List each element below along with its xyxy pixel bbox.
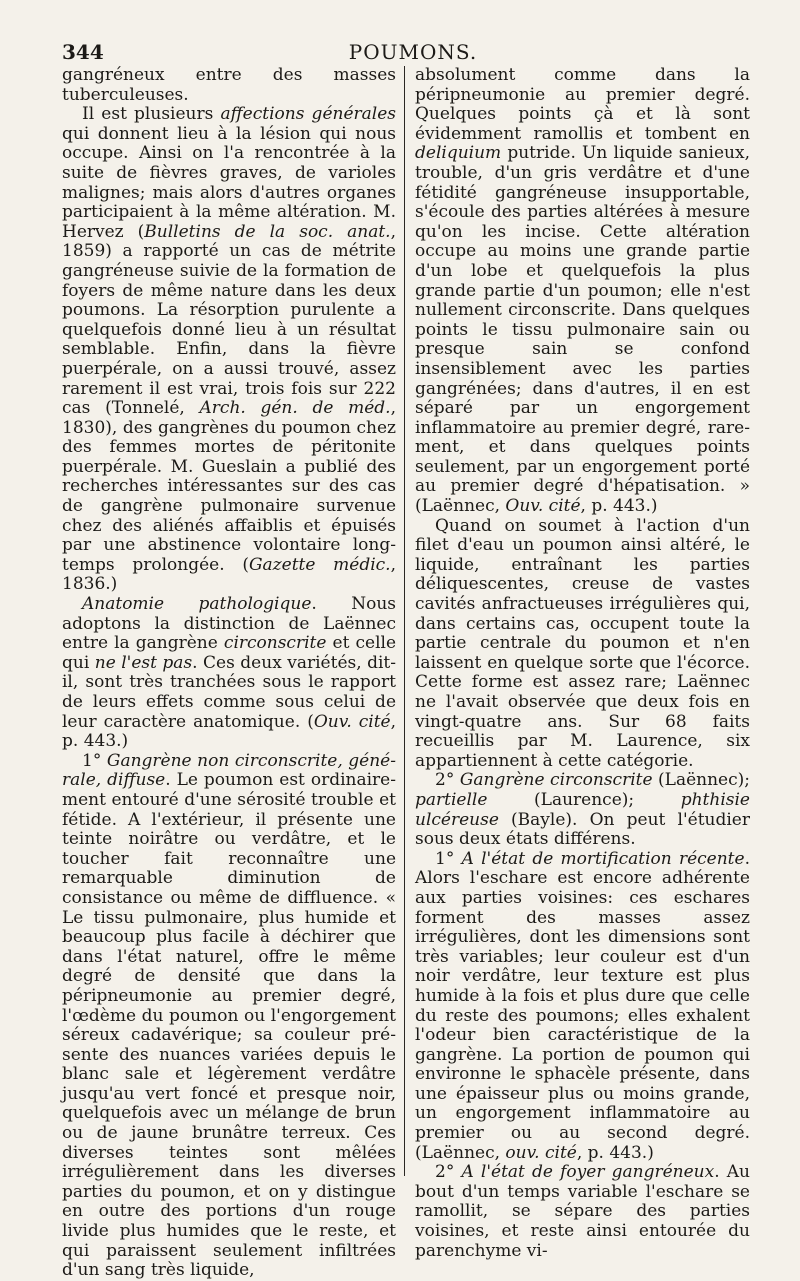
italic-text: deliquium <box>415 143 502 164</box>
text-run: 1° <box>435 848 462 869</box>
italic-text: phthisie ulcéreuse <box>415 789 750 830</box>
paragraph-r2 <box>415 517 750 772</box>
text-run: . Le poumon est ordinairement entouré d'une sérosité trouble et fétide. A l'extérieur, il présente une teinte noirâtre ou verdâtre, et le toucher fait reconnaître une remarquable diminution de consistance ou même de diffluence. « Le tissu pulmonaire, plus humide et beaucoup plus facile à déchirer que dans l'état naturel, offre le même degré de densité que dans la péripneumonie au premier degré, l'œdème du poumon ou l'engorgement séreux cadavérique; sa couleur présente des nuances variées depuis le blanc sale et légèrement verdâtre jusqu'au vert foncé et presque noir, quelquefois avec un mélange de brun ou de jaune brunâtre terreux. Ces diverses teintes sont mêlées irrégulièrement dans les diverses parties du poumon, et on y distingue en outre des portions d'un rouge livide plus humides que le reste, et qui paraissent seulement infiltrées d'un sang très liquide, <box>62 770 396 1281</box>
paragraph-r4 <box>415 850 750 1164</box>
italic-text: A l'état de mortification récente <box>461 848 745 869</box>
italic-text: Ouv. cité <box>505 496 581 517</box>
text-run: , 1859) a rapporté un cas de métrite gangréneuse suivie de la formation de foyers de même nature dans les deux poumons. La résorption purulente a quelquefois donné lieu à un résultat semblable. Enfin, dans la fièvre puerpérale, on a aussi trouvé, assez rarement il est vrai, trois fois sur 222 cas (Tonnelé, <box>62 221 396 419</box>
left-column <box>62 66 396 1281</box>
text-run: (Bayle). On peut l'étudier sous deux états différens. <box>415 809 750 850</box>
italic-text: ne l'est pas <box>94 652 193 673</box>
italic-text: Bulletins de la soc. anat. <box>144 221 391 242</box>
text-run: qui donnent lieu à la lésion qui nous occupe. Ainsi on l'a rencontrée à la suite de fièvres graves, de varioles malignes; mais alors d'autres organes participaient à la même altération. M. Hervez ( <box>62 123 396 242</box>
text-run: . Alors l'eschare est encore adhérente aux parties voisines: ces eschares forment des masses assez irrégulières, dont les dimensions sont très variables; leur couleur est d'un noir verdâtre, leur texture est plus humide à la fois et plus dure que celle du reste des poumons; elles exhalent l'odeur bien caractéristique de la gangrène. La portion de poumon qui environne le sphacèle présente, dans une épaisseur plus ou moins grande, un engorgement inflammatoire au premier ou au second degré. (Laënnec, <box>415 848 750 1163</box>
italic-text: Anatomie pathologique <box>82 594 312 615</box>
italic-text: Arch. gén. de méd. <box>199 398 391 419</box>
text-run: , 1830), des gangrènes du poumon chez des femmes mortes de péritonite puerpérale. M. Gueslain a publié des recherches intéressantes sur des cas de gangrène pulmonaire survenue chez des aliénés affaiblis et épuisés par une abstinence volontaire long-temps prolongée. ( <box>62 398 396 575</box>
text-run: gangréneux entre des masses tuberculeuses. <box>62 65 396 105</box>
text-run: , p. 443.) <box>62 711 396 752</box>
text-run: Il est plusieurs <box>82 104 221 125</box>
text-run: 1° <box>82 750 107 771</box>
italic-text: circonscrite <box>223 633 327 654</box>
text-run: Quand on soumet à l'action d'un filet d'eau un poumon ainsi altéré, le liquide, entraînant les parties déliquescentes, creuse de vastes cavités anfractueuses irrégulières qui, dans certains cas, occupent toute la partie centrale du poumon et n'en laissent en quelque sorte que l'écorce. Cette forme est assez rare; Laënnec ne l'avait observée que deux fois en vingt-quatre ans. Sur 68 faits recueillis par M. Laurence, six appartiennent à cette catégorie. <box>415 515 750 771</box>
paragraph-p1 <box>62 66 396 105</box>
paragraph-r5 <box>415 1163 750 1261</box>
text-run: (Laënnec); <box>652 770 750 791</box>
running-header <box>62 40 764 66</box>
paragraph-r3 <box>415 771 750 849</box>
text-run: et celle qui <box>62 633 397 673</box>
paragraph-r1 <box>415 66 750 517</box>
italic-text: A l'état de foyer gangréneux <box>461 1162 715 1183</box>
text-run: 2° <box>435 770 460 791</box>
paragraph-p3 <box>62 595 396 752</box>
text-run: 2° <box>435 1162 462 1183</box>
paragraph-p2 <box>62 105 396 595</box>
italic-text: Ouv. cité <box>313 711 391 732</box>
text-run: , p. 443.) <box>576 1142 654 1163</box>
text-run: . Au bout d'un temps variable l'eschare se ramollit, se sépare des parties voisines, et reste ainsi entourée du parenchyme vi- <box>415 1162 750 1261</box>
text-run: . Ces deux variétés, dit-il, sont très tranchées sous le rapport de leurs effets comme sous celui de leur caractère anatomique. ( <box>62 652 396 732</box>
italic-text: ouv. cité <box>505 1142 577 1163</box>
italic-text: Gangrène non circonscrite, générale, diffuse <box>62 750 396 791</box>
text-run: absolument comme dans la péripneumonie au premier degré. Quelques points çà et là sont évidemment ramollis et tombent en <box>415 65 750 144</box>
paragraph-p4 <box>62 752 396 1281</box>
text-run: , 1836.) <box>62 554 396 595</box>
italic-text: partielle <box>415 789 488 810</box>
italic-text: affections générales <box>220 104 396 125</box>
right-column <box>415 66 750 1261</box>
page-number: 344 <box>62 40 104 64</box>
running-title: POUMONS. <box>348 40 478 64</box>
column-divider <box>404 66 405 1176</box>
italic-text: Gangrène circonscrite <box>459 770 653 791</box>
text-run: , p. 443.) <box>580 496 658 517</box>
text-run: putride. Un liquide sanieux, trouble, d'un gris verdâtre et d'une fétidité gangréneuse insupportable, s'écoule des parties altérées à mesure qu'on les incise. Cette altération occupe au moins une grande partie d'un lobe et quelquefois la plus grande partie d'un poumon; elle n'est nullement circonscrite. Dans quelques points le tissu pulmonaire sain ou presque sain se confond insensiblement avec les parties gangrénées; dans d'autres, il en est séparé par un engorgement inflammatoire au premier degré, rarement, et dans quelques points seulement, par un engorgement porté au premier degré d'hépatisation. » (Laënnec, <box>415 143 750 517</box>
italic-text: Gazette médic. <box>248 554 391 575</box>
text-run: (Laurence); <box>487 789 681 810</box>
text-run: . Nous adoptons la distinction de Laënnec entre la gangrène <box>62 594 396 654</box>
